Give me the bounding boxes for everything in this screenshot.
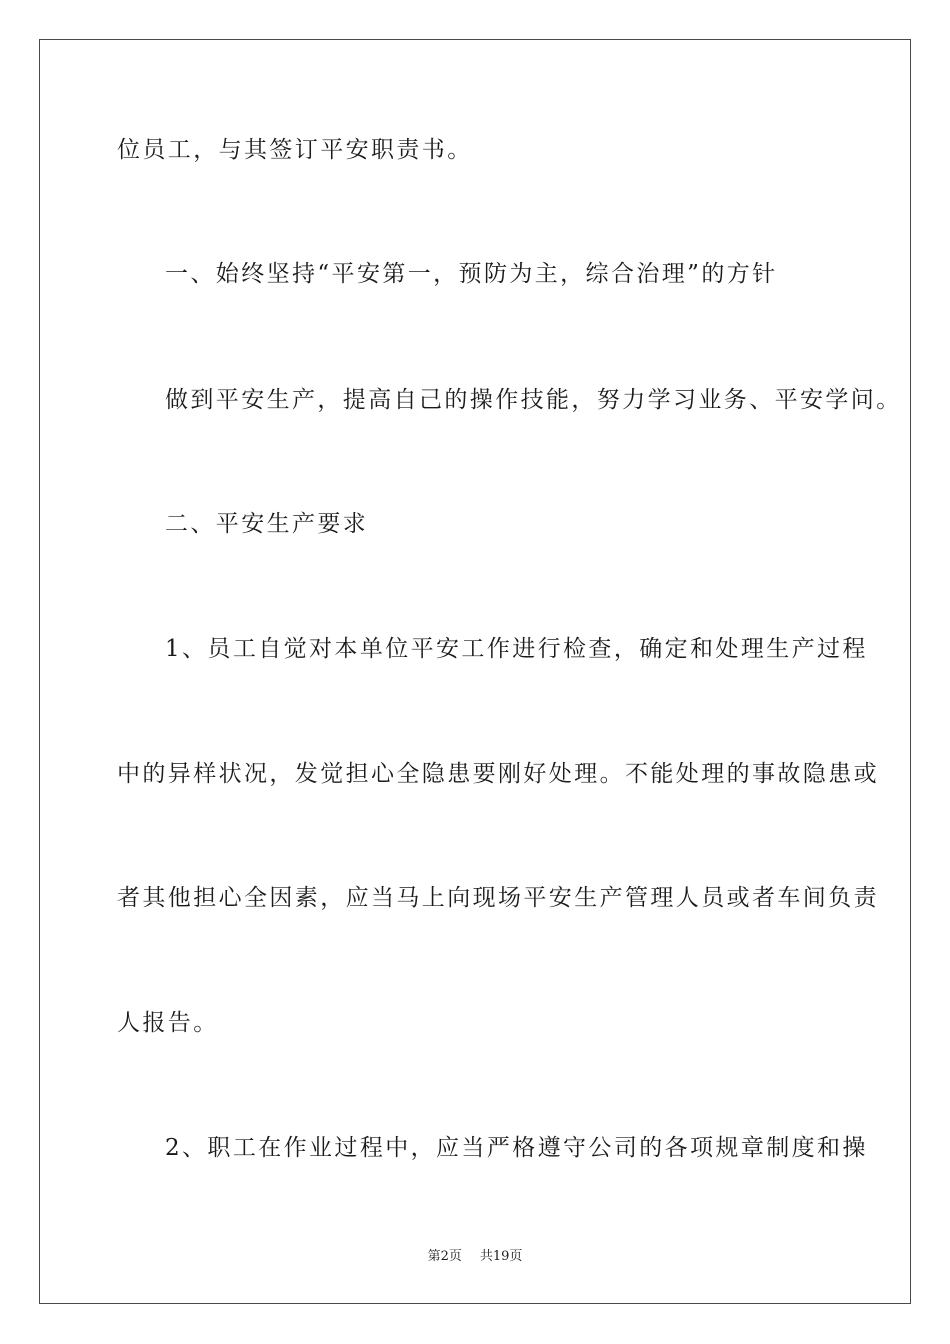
body-line-5: 1、员工自觉对本单位平安工作进行检查，确定和处理生产过程 (165, 636, 868, 662)
page-footer (0, 1247, 950, 1267)
body-line-6: 中的异样状况，发觉担心全隐患要刚好处理。不能处理的事故隐患或 (117, 761, 879, 787)
body-line-1: 位员工，与其签订平安职责书。 (117, 137, 473, 163)
heading-policy: 一、始终坚持“平安第一，预防为主，综合治理”的方针 (165, 261, 778, 287)
heading-requirements: 二、平安生产要求 (165, 511, 369, 537)
page-border (39, 39, 911, 1304)
body-line-8: 人报告。 (117, 1010, 219, 1036)
page-total: 共19页 (479, 1249, 523, 1264)
page-number: 第2页 (427, 1249, 462, 1264)
body-line-9: 2、职工在作业过程中，应当严格遵守公司的各项规章制度和操 (165, 1135, 868, 1161)
body-line-7: 者其他担心全因素，应当马上向现场平安生产管理人员或者车间负责 (117, 885, 879, 911)
body-line-3: 做到平安生产，提高自己的操作技能，努力学习业务、平安学问。 (165, 387, 902, 413)
